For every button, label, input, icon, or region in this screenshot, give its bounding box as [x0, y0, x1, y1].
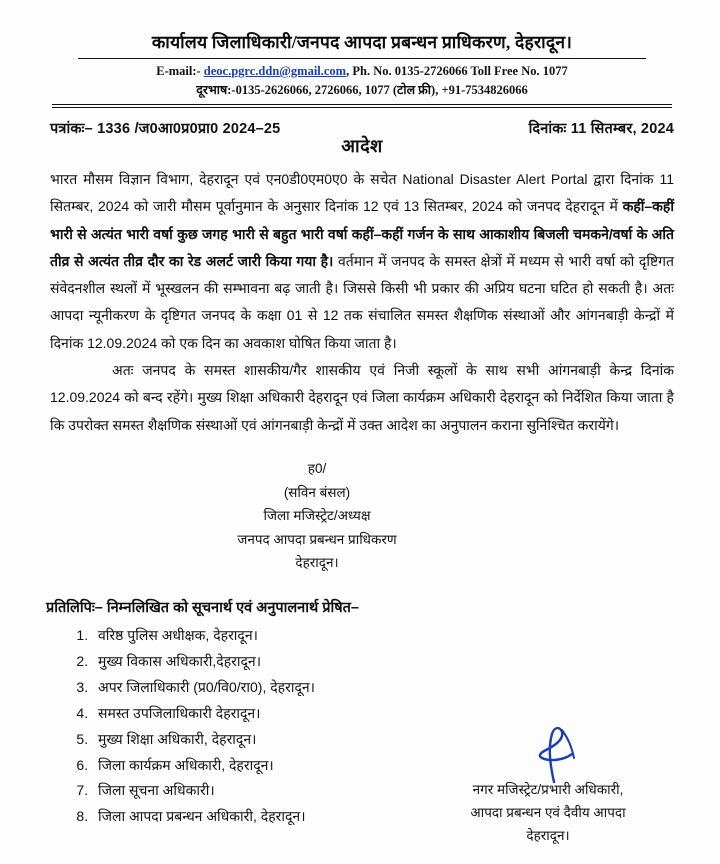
document-body: [44, 166, 680, 439]
phone-inline: , Ph. No. 0135-2726066 Toll Free No. 1077: [346, 64, 568, 78]
office-title: कार्यालय जिलाधिकारी/जनपद आपदा प्रबन्धन प्राधिकरण, देहरादून।: [151, 32, 573, 52]
paragraph-1-alert-text: कहीं–कहीं भारी से अत्यंत भारी वर्षा कुछ जगह भारी से बहुत भारी वर्षा कहीं–कहीं गर्जन के साथ आकाशीय बिजली चमकने/वर्षा के अति तीव्र से अत्यंत तीव्र दौर का रेड अलर्ट जारी किया गया है।: [50, 198, 674, 269]
document-content: [44, 30, 680, 852]
signatory-designation: जिला मजिस्ट्रेट/अध्यक्ष: [263, 508, 371, 524]
list-item: 8. जिला आपदा प्रबन्धन अधिकारी, देहरादून।: [92, 804, 680, 830]
signatory-place: देहरादून।: [295, 555, 339, 571]
list-item: 7. जिला सूचना अधिकारी।: [92, 778, 680, 804]
paragraph-1: [50, 166, 674, 357]
letterhead: [44, 30, 680, 108]
paragraph-1-part-a: भारत मौसम विज्ञान विभाग, देहरादून एवं एन0डी0एम0ए0 के सचेत National Disaster Alert Portal द्वारा दिनांक 11 सितम्बर, 2024 को जारी मौसम पूर्वानुमान के अनुसार दिनांक 12 एवं 13 सितम्बर, 2024 को जनपद देहरादून में: [50, 171, 674, 215]
signature-block: [44, 457, 680, 575]
bottom-signature-block: [418, 779, 678, 848]
list-item: 3. अपर जिलाधिकारी (प्र0/वि0/रा0), देहरादून।: [92, 675, 680, 701]
bottom-signatory-department: आपदा प्रबन्धन एवं दैवीय आपदा: [470, 805, 626, 821]
list-item: 6. जिला कार्यक्रम अधिकारी, देहरादून।: [92, 753, 680, 779]
copy-to-heading: प्रतिलिपिः– निम्नलिखित को सूचनार्थ एवं अनुपालनार्थ प्रेषित–: [46, 600, 359, 617]
phone-line: दूरभाष:-0135-2626066, 2726066, 1077 (टोल फ्री), +91-7534826066: [196, 83, 528, 97]
list-item: 1. वरिष्ठ पुलिस अधीक्षक, देहरादून।: [92, 623, 680, 649]
header-rule-bottom: [52, 107, 672, 108]
paragraph-1-part-c: वर्तमान में जनपद के समस्त क्षेत्रों में मध्यम से भारी वर्षा को दृष्टिगत संवेदनशील स्थलों में भूस्खलन की सम्भावना बढ़ जाती है। जिससे किसी भी प्रकार की अप्रिय घटना घटित हो सकती है। अतः आपदा न्यूनीकरण के दृष्टिगत जनपद के कक्षा 01 से 12 तक संचालित समस्त शैक्षणिक संस्थाओं और आंगनबाड़ी केन्द्रों में दिनांक 12.09.2024 को एक दिन का अवकाश घोषित किया जाता है।: [50, 252, 675, 351]
list-item: 4. समस्त उपजिलाधिकारी देहरादून।: [92, 701, 680, 727]
list-item: 5. मुख्य शिक्षा अधिकारी, देहरादून।: [92, 727, 680, 753]
list-item: 2. मुख्य विकास अधिकारी,देहरादून।: [92, 649, 680, 675]
signatory-authority: जनपद आपदा प्रबन्धन प्राधिकरण: [237, 531, 397, 547]
signatory-name: (सविन बंसल): [283, 484, 351, 500]
page-title: आदेश: [341, 136, 383, 156]
paragraph-2: अतः जनपद के समस्त शासकीय/गैर शासकीय एवं निजी स्कूलों के साथ सभी आंगनबाड़ी केन्द्र दिनांक 12.09.2024 को बन्द रहेंगे। मुख्य शिक्षा अधिकारी देहरादून एवं जिला कार्यक्रम अधिकारी देहरादून को निर्देशित किया जाता है कि उपरोक्त समस्त शैक्षणिक संस्थाओं एवं आंगनबाड़ी केन्द्रों में उक्त आदेश का अनुपालन कराना सुनिश्चित करायेंगे।: [50, 362, 674, 433]
bottom-signatory-place: देहरादून।: [526, 828, 570, 844]
header-rule-top: [52, 104, 672, 105]
header-divider: [78, 58, 646, 59]
email-label: E-mail:-: [156, 64, 204, 78]
email-line: [44, 64, 680, 79]
email-link[interactable]: deoc.pgrc.ddn@gmail.com: [203, 64, 347, 78]
reference-number: पत्रांकः– 1336 /ज0आ0प्र0प्रा0 2024–25: [50, 121, 281, 137]
signature-mark: ह0/: [307, 460, 327, 476]
reference-date: दिनांकः 11 सितम्बर, 2024: [528, 121, 674, 137]
bottom-signatory-designation: नगर मजिस्ट्रेट/प्रभारी अधिकारी,: [472, 782, 624, 798]
